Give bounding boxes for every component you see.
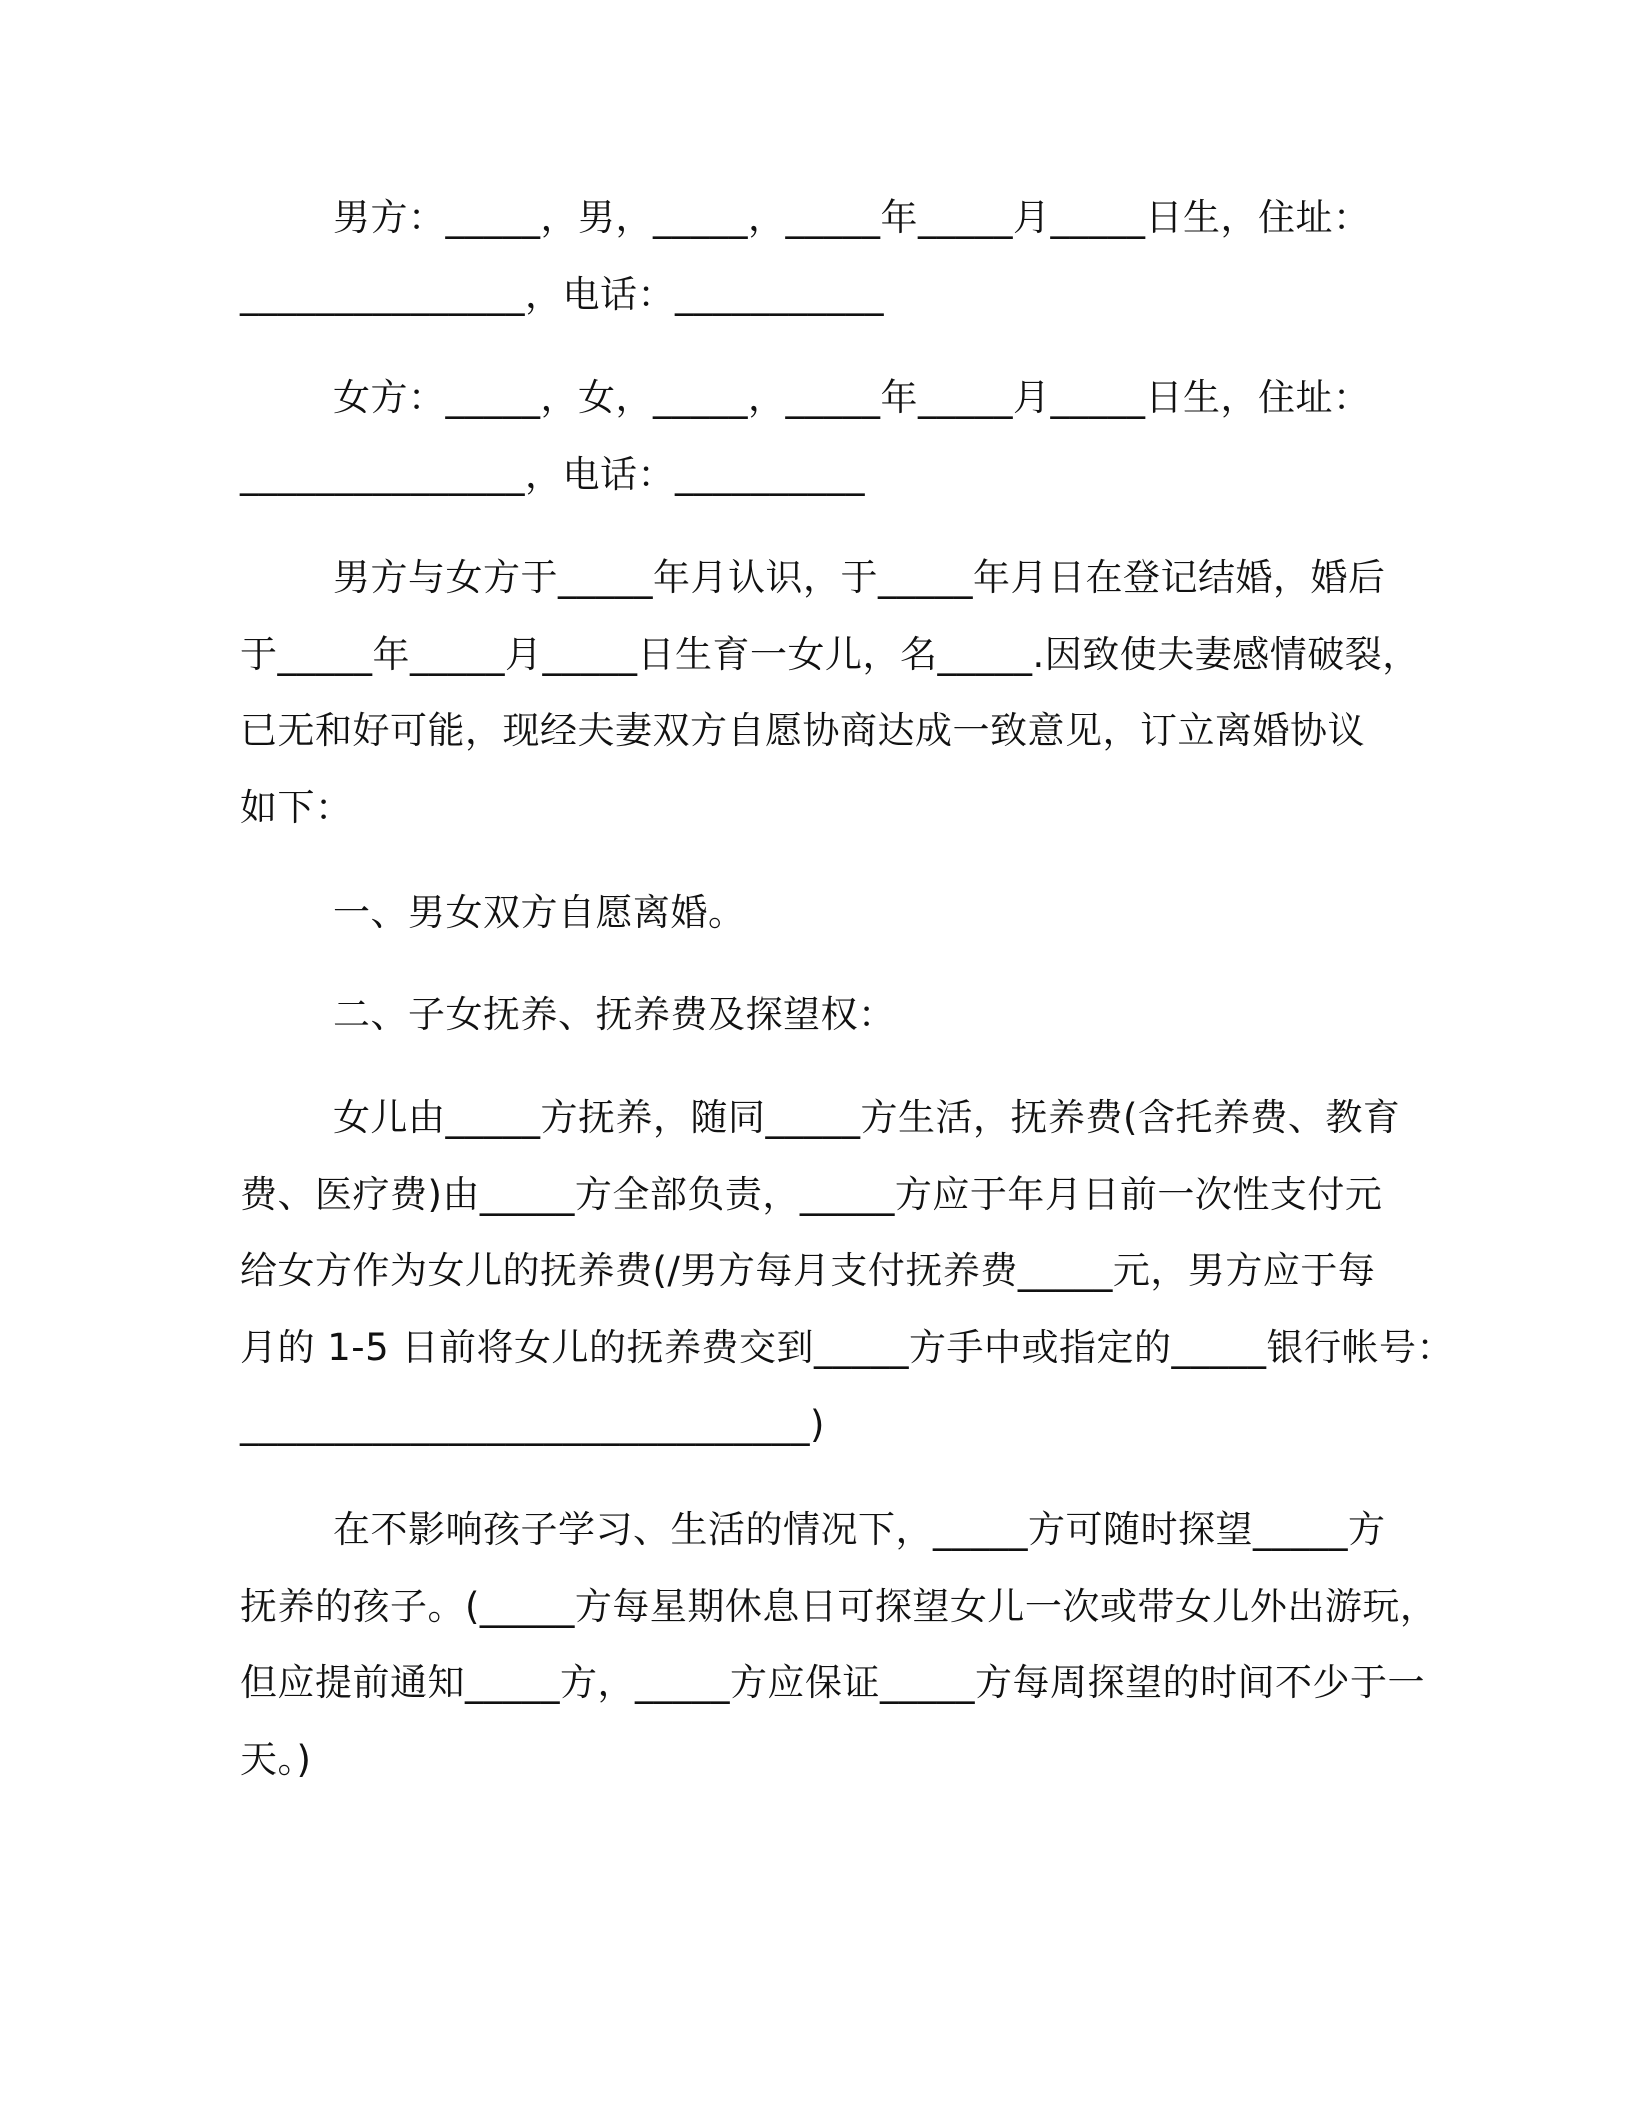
visitation-line-4: 天。) <box>240 1738 312 1781</box>
child-support-line-4: 月的 1-5 日前将女儿的抚养费交到_____方手中或指定的_____银行帐号： <box>240 1326 1454 1369</box>
child-support-line-3: 给女方作为女儿的抚养费(/男方每月支付抚养费_____元，男方应于每 <box>240 1249 1376 1292</box>
visitation-line-3: 但应提前通知_____方，_____方应保证_____方每周探望的时间不少于一 <box>240 1661 1425 1704</box>
marriage-background-line-3: 已无和好可能，现经夫妻双方自愿协商达成一致意见，订立离婚协议 <box>240 709 1365 752</box>
child-support-line-5: ______________________________) <box>240 1403 825 1446</box>
clause-1-heading: 一、男女双方自愿离婚。 <box>333 891 746 934</box>
marriage-background-line-2: 于_____年_____月_____日生育一女儿，名_____.因致使夫妻感情破裂， <box>240 633 1420 676</box>
visitation-line-2: 抚养的孩子。(_____方每星期休息日可探望女儿一次或带女儿外出游玩， <box>240 1585 1438 1628</box>
female-party-line-1: 女方：_____，女，_____，_____年_____月_____日生，住址： <box>333 376 1371 419</box>
male-party-line-2: _______________，电话：___________ <box>240 273 884 316</box>
clause-2-heading: 二、子女抚养、抚养费及探望权： <box>333 993 896 1036</box>
female-party-line-2: _______________，电话：__________ <box>240 453 865 496</box>
marriage-background-line-1: 男方与女方于_____年月认识，于_____年月日在登记结婚，婚后 <box>333 556 1386 599</box>
visitation-line-1: 在不影响孩子学习、生活的情况下，_____方可随时探望_____方 <box>333 1508 1386 1551</box>
child-support-line-1: 女儿由_____方抚养，随同_____方生活，抚养费(含托养费、教育 <box>333 1096 1401 1139</box>
marriage-background-line-4: 如下： <box>240 786 353 829</box>
child-support-line-2: 费、医疗费)由_____方全部负责，_____方应于年月日前一次性支付元 <box>240 1173 1383 1216</box>
male-party-line-1: 男方：_____，男，_____，_____年_____月_____日生，住址： <box>333 196 1371 239</box>
